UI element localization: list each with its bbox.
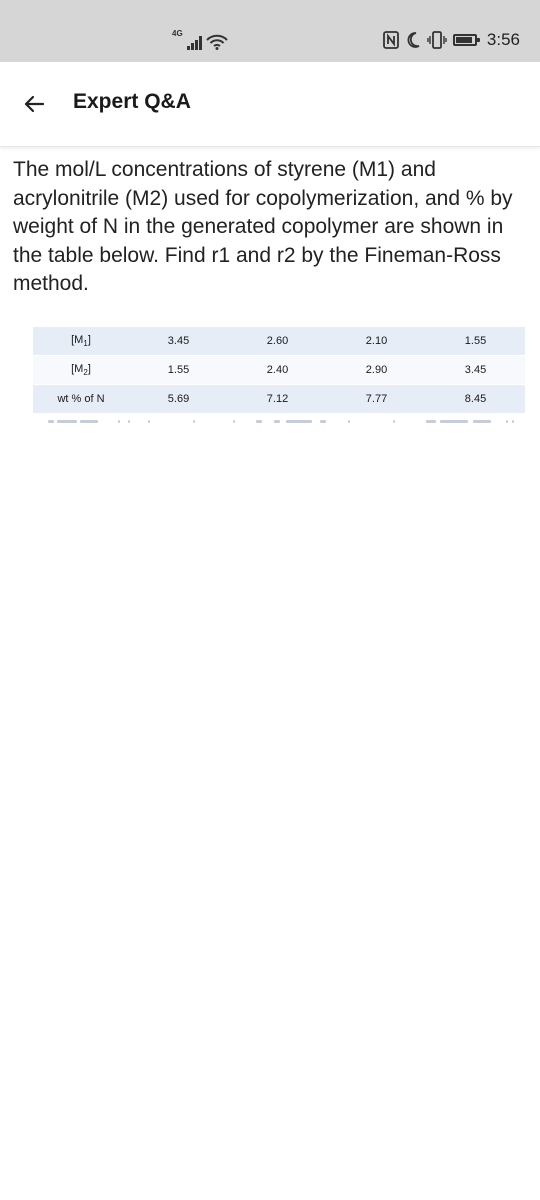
question-text: The mol/L concentrations of styrene (M1) and acrylonitrile (M2) used for copolymerization, and % by weight of N in the generated copolymer are shown in the table below. Find r1 and r2 by the Fineman-Ross method.	[13, 158, 513, 296]
table-row	[33, 356, 525, 385]
table-cell: 3.45	[129, 327, 228, 356]
status-right	[383, 28, 520, 52]
table-row-label	[33, 356, 129, 385]
vibrate-icon	[427, 31, 447, 49]
table-row-label	[33, 385, 129, 414]
table-cell: 8.45	[426, 385, 525, 414]
table-row-label	[33, 327, 129, 356]
table-cell: 2.10	[327, 327, 426, 356]
row-label-subscript: 1	[83, 339, 88, 349]
table-row	[33, 327, 525, 356]
status-left	[172, 30, 228, 50]
clock: 3:56	[486, 30, 520, 49]
signal-icon	[187, 36, 202, 50]
page-title: Expert Q&A	[73, 90, 191, 113]
arrow-left-icon[interactable]	[22, 92, 46, 116]
table-cell: 1.55	[426, 327, 525, 356]
table-row	[33, 385, 525, 414]
table-cell: 2.90	[327, 356, 426, 385]
table-cell: 7.12	[228, 385, 327, 414]
row-label-text: [M	[71, 333, 84, 346]
row-label-end: ]	[87, 333, 91, 346]
app-header	[0, 62, 540, 147]
wifi-icon	[206, 34, 228, 50]
table-cell: 5.69	[129, 385, 228, 414]
row-label-end: ]	[87, 362, 91, 375]
nfc-icon	[383, 31, 399, 49]
cutoff-text-line	[48, 413, 518, 425]
table-cell: 7.77	[327, 385, 426, 414]
moon-icon	[405, 31, 421, 49]
row-label-text: [M	[71, 362, 84, 375]
table-cell: 1.55	[129, 356, 228, 385]
table-cell: 2.60	[228, 327, 327, 356]
table-cell: 2.40	[228, 356, 327, 385]
row-label-text: wt % of N	[57, 393, 105, 405]
row-label-subscript: 2	[83, 368, 88, 378]
status-bar	[0, 0, 540, 62]
battery-icon	[453, 34, 477, 46]
data-table	[33, 327, 525, 414]
network-type: 4G	[172, 29, 183, 38]
table-cell: 3.45	[426, 356, 525, 385]
